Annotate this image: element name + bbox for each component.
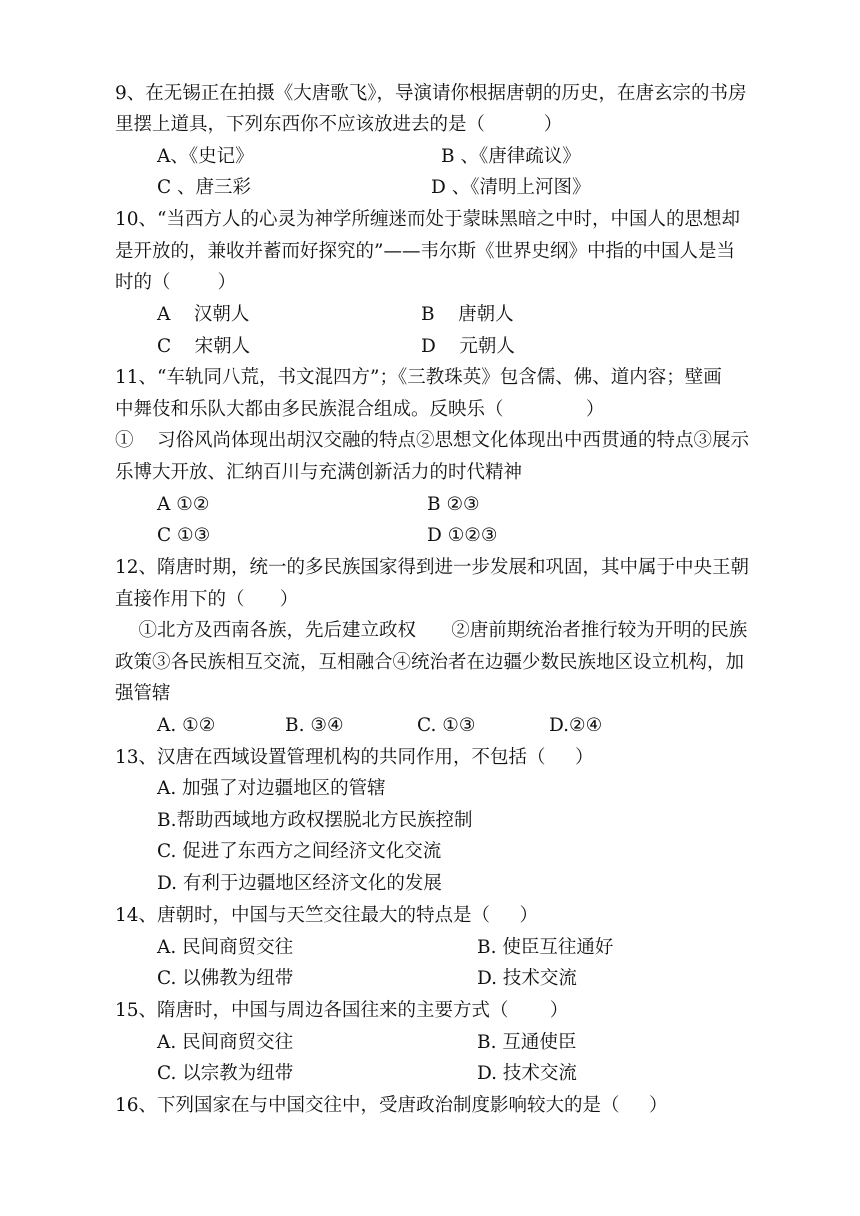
question-15-option-c: C. 以宗教为纽带 xyxy=(157,1063,294,1084)
question-9-option-a: A、《史记》 xyxy=(157,146,254,167)
question-11-option-c: C ①③ xyxy=(157,525,211,546)
question-15-option-d: D. 技术交流 xyxy=(477,1063,577,1084)
question-10-line-1: 10、“当西方人的心灵为神学所缠迷而处于蒙昧黑暗之中时，中国人的思想却 xyxy=(115,209,741,230)
question-12-option-d: D.②④ xyxy=(549,715,603,736)
question-12-line-5: 强管辖 xyxy=(115,683,171,704)
question-12-option-c: C. ①③ xyxy=(417,715,476,736)
question-14-option-b: B. 使臣互往通好 xyxy=(477,937,614,958)
question-13-option-a: A. 加强了对边疆地区的管辖 xyxy=(157,778,386,799)
question-10-option-c: C 宋朝人 xyxy=(157,336,251,357)
question-9-line-1: 9、在无锡正在拍摄《大唐歌飞》，导演请你根据唐朝的历史，在唐玄宗的书房 xyxy=(115,83,747,104)
question-12-line-2: 直接作用下的（ ） xyxy=(115,589,299,610)
question-13-option-c: C. 促进了东西方之间经济文化交流 xyxy=(157,841,442,862)
question-11-line-2: 中舞伎和乐队大都由多民族混合组成。反映乐（ ） xyxy=(115,399,605,420)
question-13-option-b: B.帮助西域地方政权摆脱北方民族控制 xyxy=(157,810,473,831)
question-12-option-a: A. ①② xyxy=(157,715,216,736)
question-14-option-a: A. 民间商贸交往 xyxy=(157,937,294,958)
question-12-line-4: 政策③各民族相互交流，互相融合④统治者在边疆少数民族地区设立机构，加 xyxy=(115,652,745,673)
question-9-option-b: B 、《唐律疏议》 xyxy=(441,146,581,167)
question-16-line-1: 16、下列国家在与中国交往中，受唐政治制度影响较大的是（ ） xyxy=(115,1095,668,1116)
question-10-option-d: D 元朝人 xyxy=(421,336,515,357)
question-10-line-3: 时的（ ） xyxy=(115,272,237,293)
question-14-line-1: 14、唐朝时，中国与天竺交往最大的特点是（ ） xyxy=(115,905,538,926)
question-13-option-d: D. 有利于边疆地区经济文化的发展 xyxy=(157,873,442,894)
question-10-option-b: B 唐朝人 xyxy=(421,304,514,325)
question-11-option-d: D ①②③ xyxy=(427,525,498,546)
question-15-option-a: A. 民间商贸交往 xyxy=(157,1032,294,1053)
question-9-option-c: C 、唐三彩 xyxy=(157,177,252,198)
question-11-line-4: 乐博大开放、汇纳百川与充满创新活力的时代精神 xyxy=(115,462,523,483)
question-9-option-d: D 、《清明上河图》 xyxy=(431,177,591,198)
question-12-option-b: B. ③④ xyxy=(285,715,344,736)
question-14-option-d: D. 技术交流 xyxy=(477,968,577,989)
question-15-line-1: 15、隋唐时，中国与周边各国往来的主要方式（ ） xyxy=(115,1000,569,1021)
question-9-line-2: 里摆上道具，下列东西你不应该放进去的是（ ） xyxy=(115,114,563,135)
question-14-option-c: C. 以佛教为纽带 xyxy=(157,968,294,989)
question-12-line-1: 12、隋唐时期，统一的多民族国家得到进一步发展和巩固，其中属于中央王朝 xyxy=(115,557,750,578)
question-12-line-3: ①北方及西南各族，先后建立政权 ②唐前期统治者推行较为开明的民族 xyxy=(115,620,748,641)
question-11-line-3: ① 习俗风尚体现出胡汉交融的特点②思想文化体现出中西贯通的特点③展示 xyxy=(115,430,750,451)
question-10-line-2: 是开放的，兼收并蓄而好探究的”——韦尔斯《世界史纲》中指的中国人是当 xyxy=(115,241,735,262)
question-15-option-b: B. 互通使臣 xyxy=(477,1032,577,1053)
question-13-line-1: 13、汉唐在西域设置管理机构的共同作用，不包括（ ） xyxy=(115,747,594,768)
question-11-option-a: A ①② xyxy=(157,494,210,515)
question-10-option-a: A 汉朝人 xyxy=(157,304,250,325)
question-11-line-1: 11、“车轨同八荒，书文混四方”；《三教珠英》包含儒、佛、道内容；壁画 xyxy=(115,367,722,388)
question-11-option-b: B ②③ xyxy=(427,494,480,515)
